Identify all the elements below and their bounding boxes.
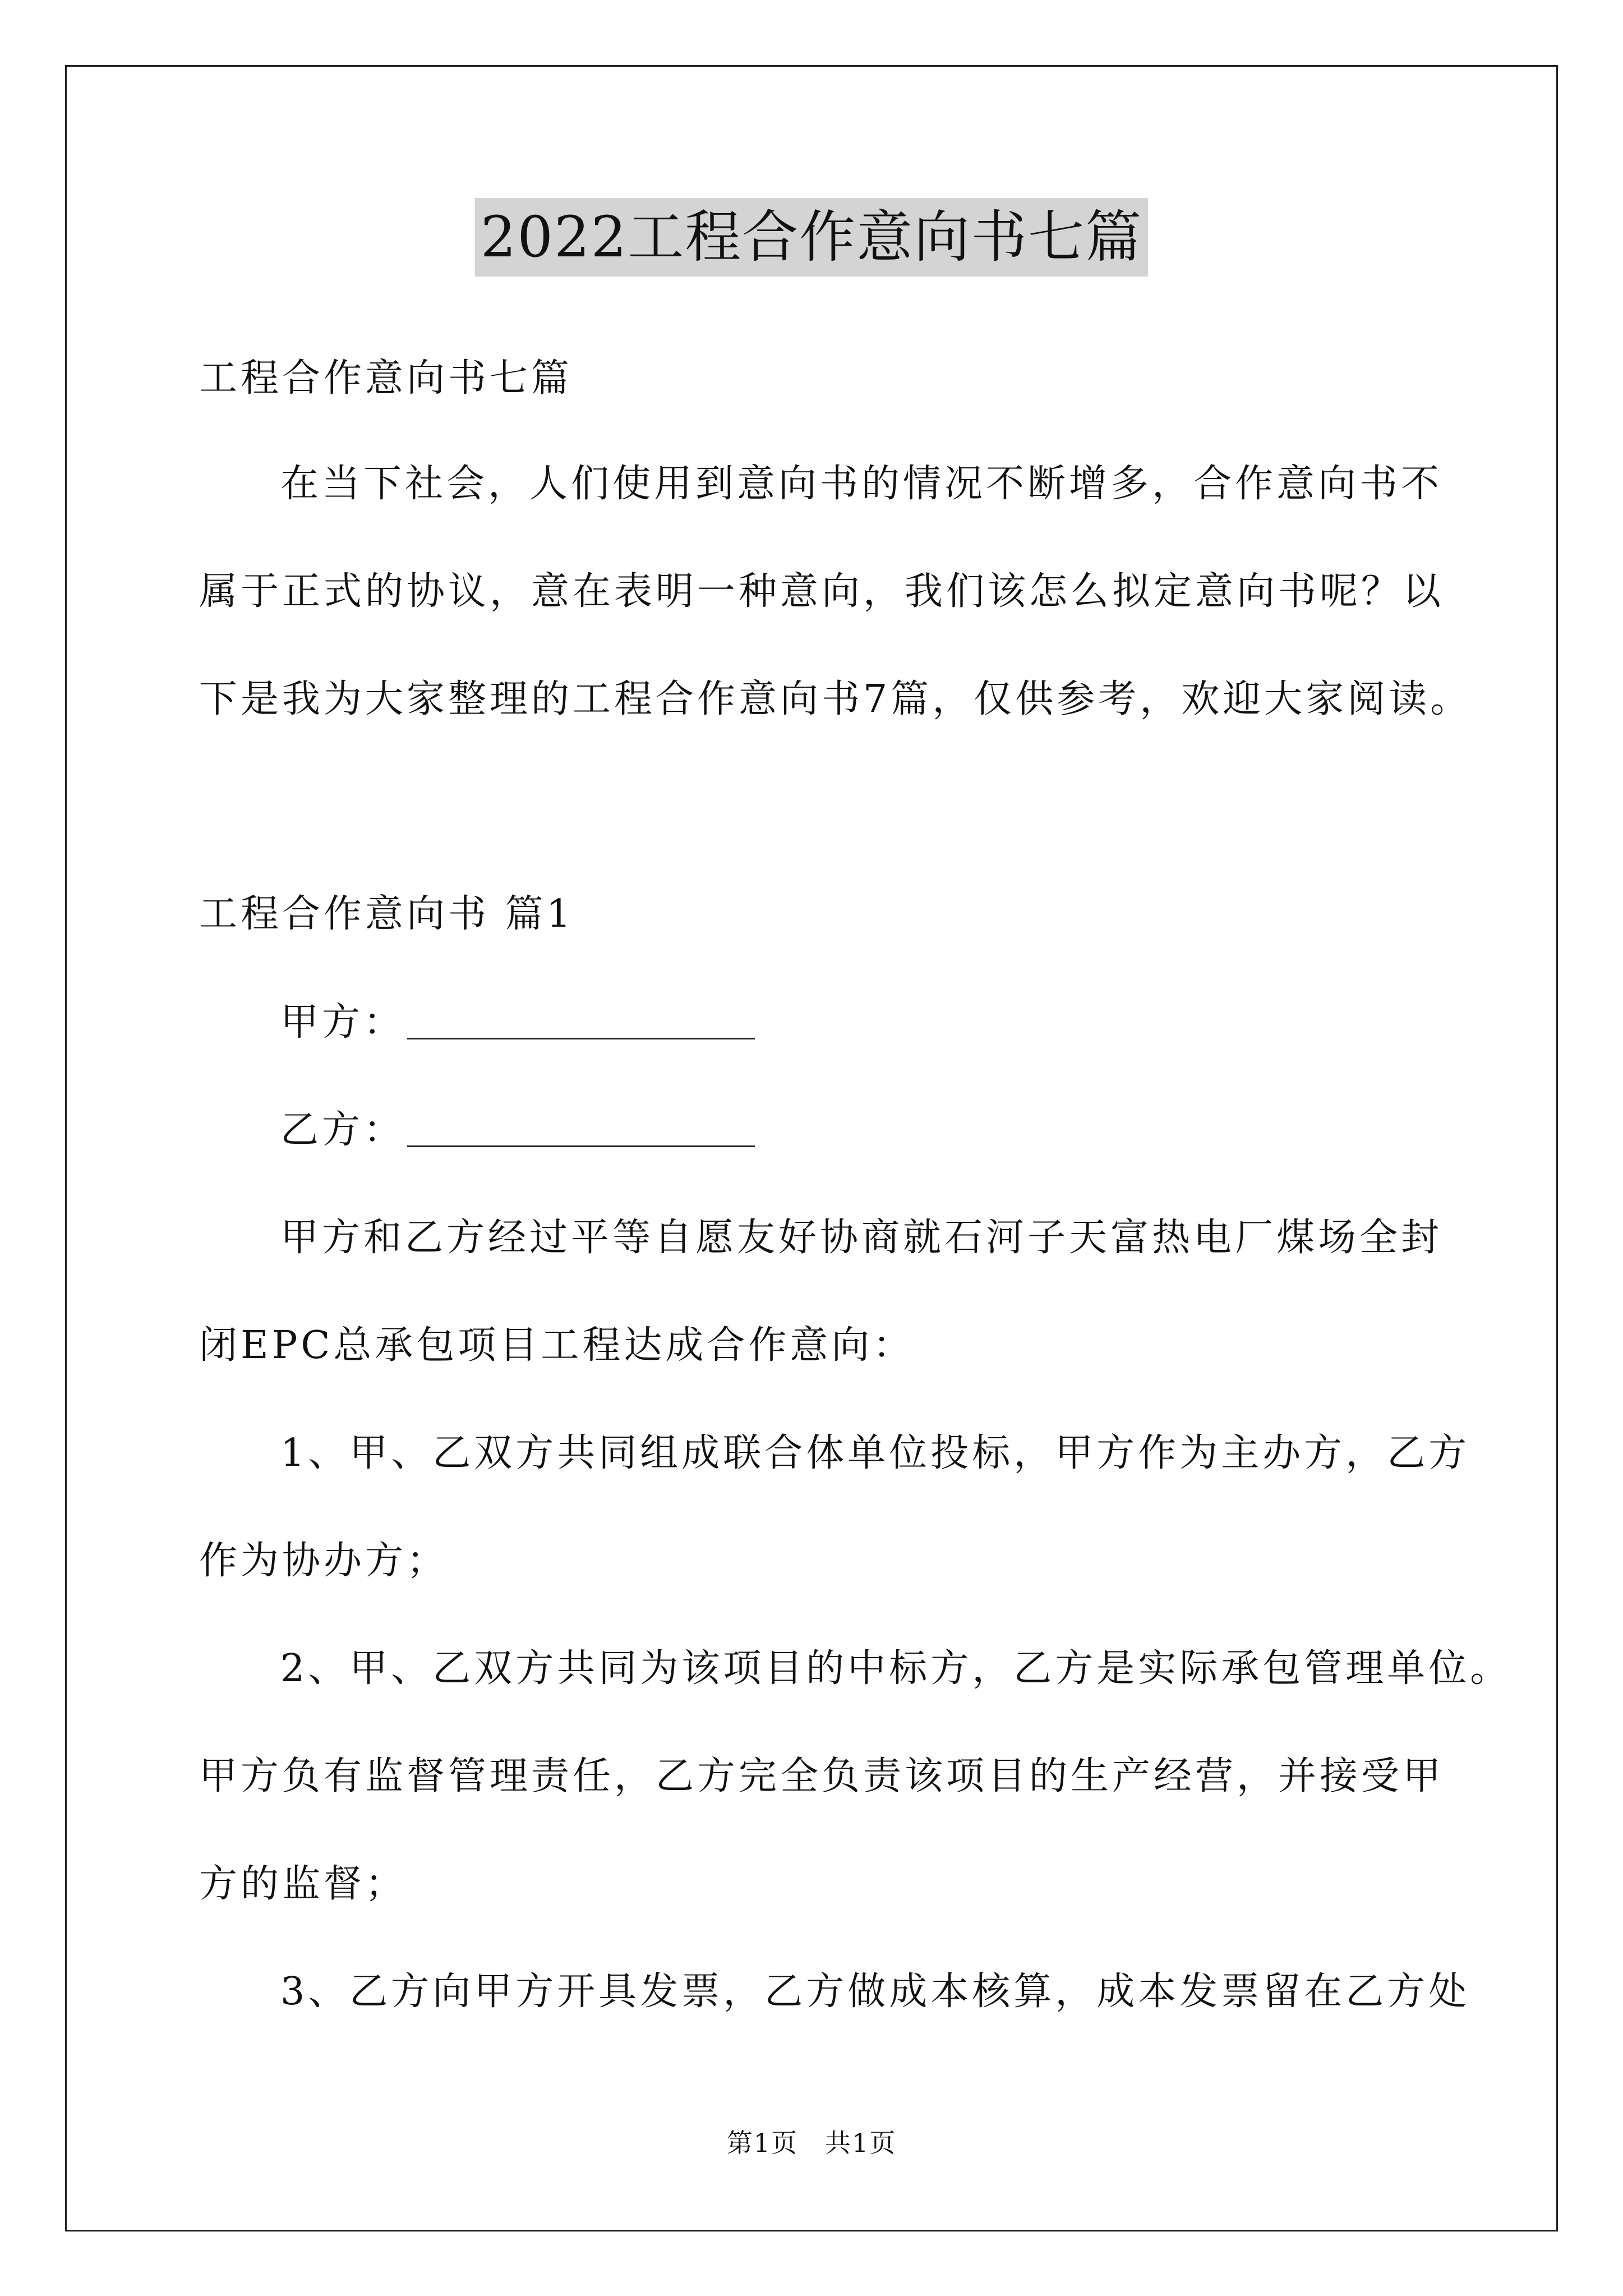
intro-line-2: 属于正式的协议，意在表明一种意向，我们该怎么拟定意向书呢？以: [199, 569, 1445, 614]
document-subtitle: 工程合作意向书七篇: [199, 356, 573, 401]
body-line-5: 2、甲、乙双方共同为该项目的中标方，乙方是实际承包管理单位。: [280, 1646, 1512, 1691]
party-b-blank: [407, 1112, 755, 1147]
body-line-2: 闭EPC总承包项目工程达成合作意向：: [199, 1323, 915, 1368]
party-a-label: 甲方：: [280, 1000, 405, 1045]
document-title: 2022工程合作意向书七篇: [475, 198, 1149, 277]
body-line-3: 1、甲、乙双方共同组成联合体单位投标，甲方作为主办方，乙方: [280, 1431, 1470, 1475]
body-line-4: 作为协办方；: [199, 1539, 449, 1583]
party-a-blank: [407, 1004, 755, 1039]
page-footer: 第1页 共1页: [726, 2128, 897, 2158]
section-heading: 工程合作意向书 篇1: [199, 892, 574, 936]
party-b-field: [280, 1108, 755, 1153]
party-a-field: [280, 1000, 755, 1045]
body-line-1: 甲方和乙方经过平等自愿友好协商就石河子天富热电厂煤场全封: [280, 1216, 1443, 1260]
body-line-6: 甲方负有监督管理责任，乙方完全负责该项目的生产经营，并接受甲: [199, 1754, 1445, 1798]
body-line-7: 方的监督；: [199, 1862, 407, 1906]
title-wrapper: [0, 198, 1623, 277]
intro-line-3: 下是我为大家整理的工程合作意向书7篇，仅供参考，欢迎大家阅读。: [199, 677, 1472, 721]
party-b-label: 乙方：: [280, 1108, 405, 1152]
intro-line-1: 在当下社会，人们使用到意向书的情况不断增多，合作意向书不: [280, 462, 1443, 506]
body-line-8: 3、乙方向甲方开具发票，乙方做成本核算，成本发票留在乙方处: [280, 1970, 1470, 2014]
